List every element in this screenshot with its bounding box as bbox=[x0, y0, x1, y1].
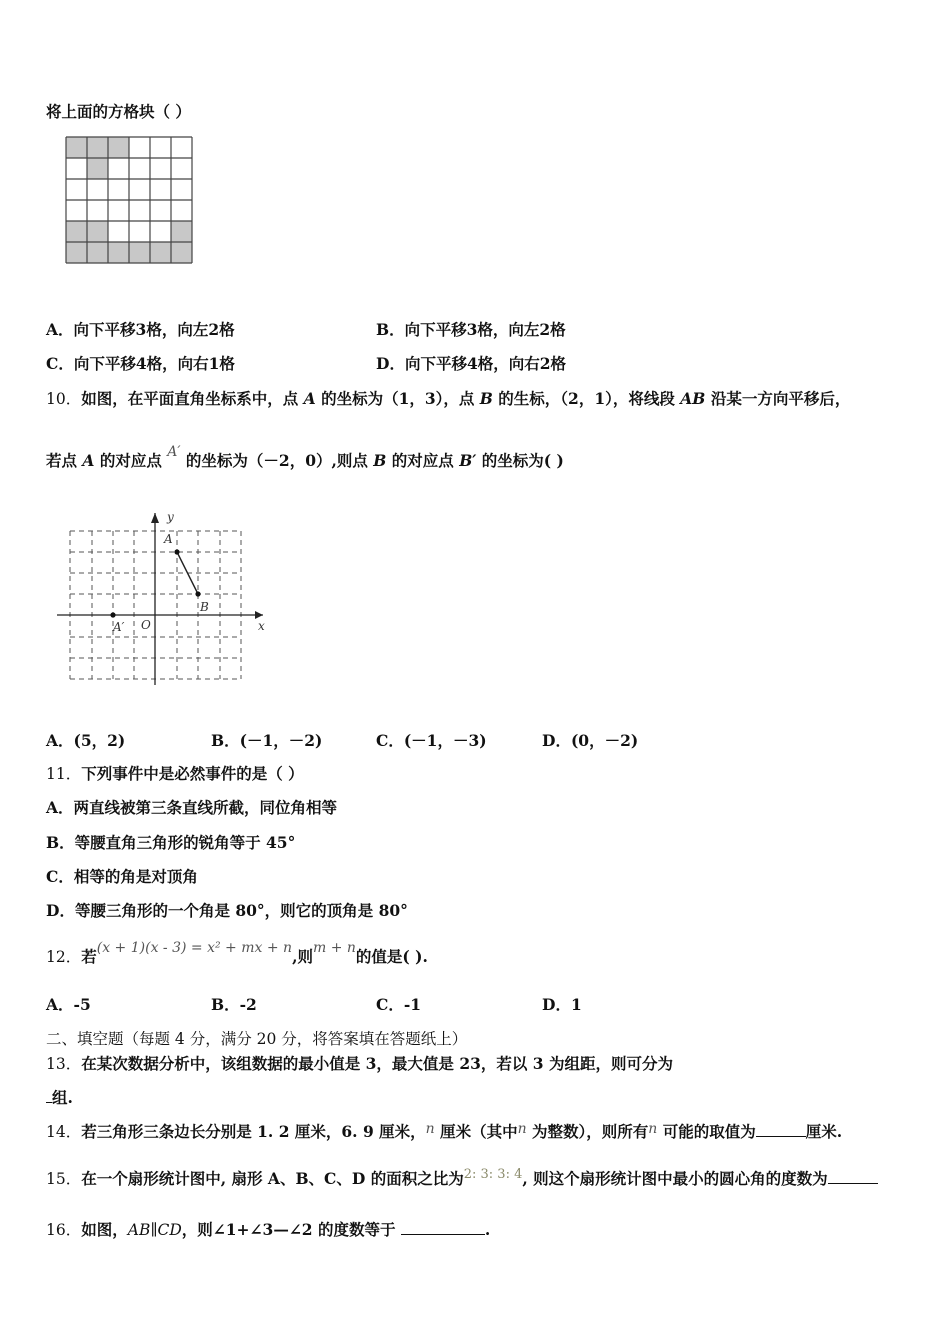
q16-answer-blank[interactable] bbox=[401, 1234, 485, 1235]
q9-option-c[interactable]: C．向下平移4格，向右1格 bbox=[46, 354, 235, 373]
q10-option-b[interactable]: B．(－1，－2) bbox=[211, 731, 323, 750]
grid-cell bbox=[87, 158, 108, 179]
q12-option-d[interactable]: D．1 bbox=[542, 995, 582, 1014]
grid-cell bbox=[171, 200, 192, 221]
grid-cell bbox=[87, 242, 108, 263]
grid-cell bbox=[129, 137, 150, 158]
q11-option-b[interactable]: B．等腰直角三角形的锐角等于 45° bbox=[46, 833, 296, 852]
q12-option-b[interactable]: B．-2 bbox=[211, 995, 257, 1014]
grid-cell bbox=[87, 179, 108, 200]
grid-cell bbox=[66, 137, 87, 158]
y-axis-label: y bbox=[167, 510, 174, 524]
grid-cell bbox=[108, 179, 129, 200]
q15-answer-blank[interactable] bbox=[828, 1183, 878, 1184]
grid-cell bbox=[150, 200, 171, 221]
grid-cell bbox=[108, 200, 129, 221]
q9-option-d[interactable]: D．向下平移4格，向右2格 bbox=[376, 354, 567, 373]
q13-tail: 组. bbox=[46, 1088, 73, 1108]
section-2-title: 二、填空题（每题 4 分，满分 20 分，将答案填在答题纸上） bbox=[46, 1030, 468, 1048]
grid-cell bbox=[150, 221, 171, 242]
grid-cell bbox=[171, 158, 192, 179]
grid-cell bbox=[66, 242, 87, 263]
grid-cell bbox=[66, 200, 87, 221]
grid-cell bbox=[66, 221, 87, 242]
grid-cell bbox=[108, 221, 129, 242]
q10-coordinate-figure bbox=[55, 505, 280, 690]
grid-cell bbox=[171, 179, 192, 200]
q15-stem: 15．在一个扇形统计图中, 扇形 A、B、C、D 的面积之比为$^{2: 3: 3: 4}$, 则这个扇形统计图中最小的圆心角的度数为 bbox=[46, 1169, 878, 1191]
grid-cell bbox=[129, 221, 150, 242]
grid-cell bbox=[66, 179, 87, 200]
grid-cell bbox=[108, 137, 129, 158]
q10-stem-line2: 若点 A 的对应点 A′ 的坐标为（－2，0）,则点 B 的对应点 B′ 的坐标为( ) bbox=[46, 444, 564, 470]
grid-cell bbox=[87, 200, 108, 221]
q11-option-c[interactable]: C．相等的角是对顶角 bbox=[46, 867, 198, 886]
q12-stem: 12．若(x + 1)(x - 3) = x² + mx + n,则m + n的值是( ). bbox=[46, 940, 428, 966]
q11-option-d[interactable]: D．等腰三角形的一个角是 80°，则它的顶角是 80° bbox=[46, 901, 408, 920]
origin-label: O bbox=[141, 618, 151, 632]
grid-cell bbox=[150, 137, 171, 158]
q9-option-a[interactable]: A．向下平移3格，向左2格 bbox=[46, 320, 235, 339]
q16-stem: 16．如图，AB∥CD，则∠1+∠3—∠2 的度数等于 . bbox=[46, 1220, 491, 1239]
q10-stem-line1: 10．如图，在平面直角坐标系中，点 A 的坐标为（1，3），点 B 的生标，（2，1），将线段 AB 沿某一方向平移后， bbox=[46, 389, 851, 408]
q14-stem: 14．若三角形三条边长分别是 1. 2 厘米，6. 9 厘米，n 厘米（其中n 为整数），则所有n 可能的取值为 厘米. bbox=[46, 1121, 843, 1141]
q12-expression: m + n bbox=[312, 940, 356, 956]
point-a-label: A bbox=[164, 532, 173, 546]
x-axis-label: x bbox=[258, 619, 265, 633]
grid-cell bbox=[171, 221, 192, 242]
q9-stem: 将上面的方格块（ ） bbox=[46, 102, 191, 121]
grid-cell bbox=[87, 221, 108, 242]
q11-option-a[interactable]: A．两直线被第三条直线所截，同位角相等 bbox=[46, 798, 338, 817]
grid-cell bbox=[171, 242, 192, 263]
q12-option-c[interactable]: C．-1 bbox=[376, 995, 422, 1014]
point-b-label: B bbox=[200, 600, 209, 614]
grid-cell bbox=[171, 137, 192, 158]
grid-cell bbox=[108, 242, 129, 263]
grid-cell bbox=[150, 242, 171, 263]
q11-stem: 11．下列事件中是必然事件的是（ ） bbox=[46, 764, 304, 783]
grid-cell bbox=[129, 200, 150, 221]
point-a-prime-label: A′ bbox=[113, 620, 125, 634]
q12-formula: (x + 1)(x - 3) = x² + mx + n bbox=[96, 940, 293, 956]
q10-option-d[interactable]: D．(0，－2) bbox=[542, 731, 639, 750]
grid-cell bbox=[129, 179, 150, 200]
grid-cell bbox=[150, 179, 171, 200]
q13-stem: 13．在某次数据分析中，该组数据的最小值是 3，最大值是 23，若以 3 为组距，则可分为 bbox=[46, 1054, 673, 1073]
grid-cell bbox=[87, 137, 108, 158]
grid-cell bbox=[129, 242, 150, 263]
q15-ratio: 2: 3: 3: 4 bbox=[463, 1167, 523, 1182]
grid-cell bbox=[66, 158, 87, 179]
q14-answer-blank[interactable] bbox=[756, 1136, 806, 1137]
q9-grid-figure bbox=[64, 135, 194, 285]
grid-cell bbox=[108, 158, 129, 179]
q10-option-a[interactable]: A．(5，2) bbox=[46, 731, 126, 750]
q12-option-a[interactable]: A．-5 bbox=[46, 995, 91, 1014]
grid-cell bbox=[150, 158, 171, 179]
q9-option-b[interactable]: B．向下平移3格，向左2格 bbox=[376, 320, 566, 339]
q10-option-c[interactable]: C．(－1，－3) bbox=[376, 731, 487, 750]
grid-cell bbox=[129, 158, 150, 179]
